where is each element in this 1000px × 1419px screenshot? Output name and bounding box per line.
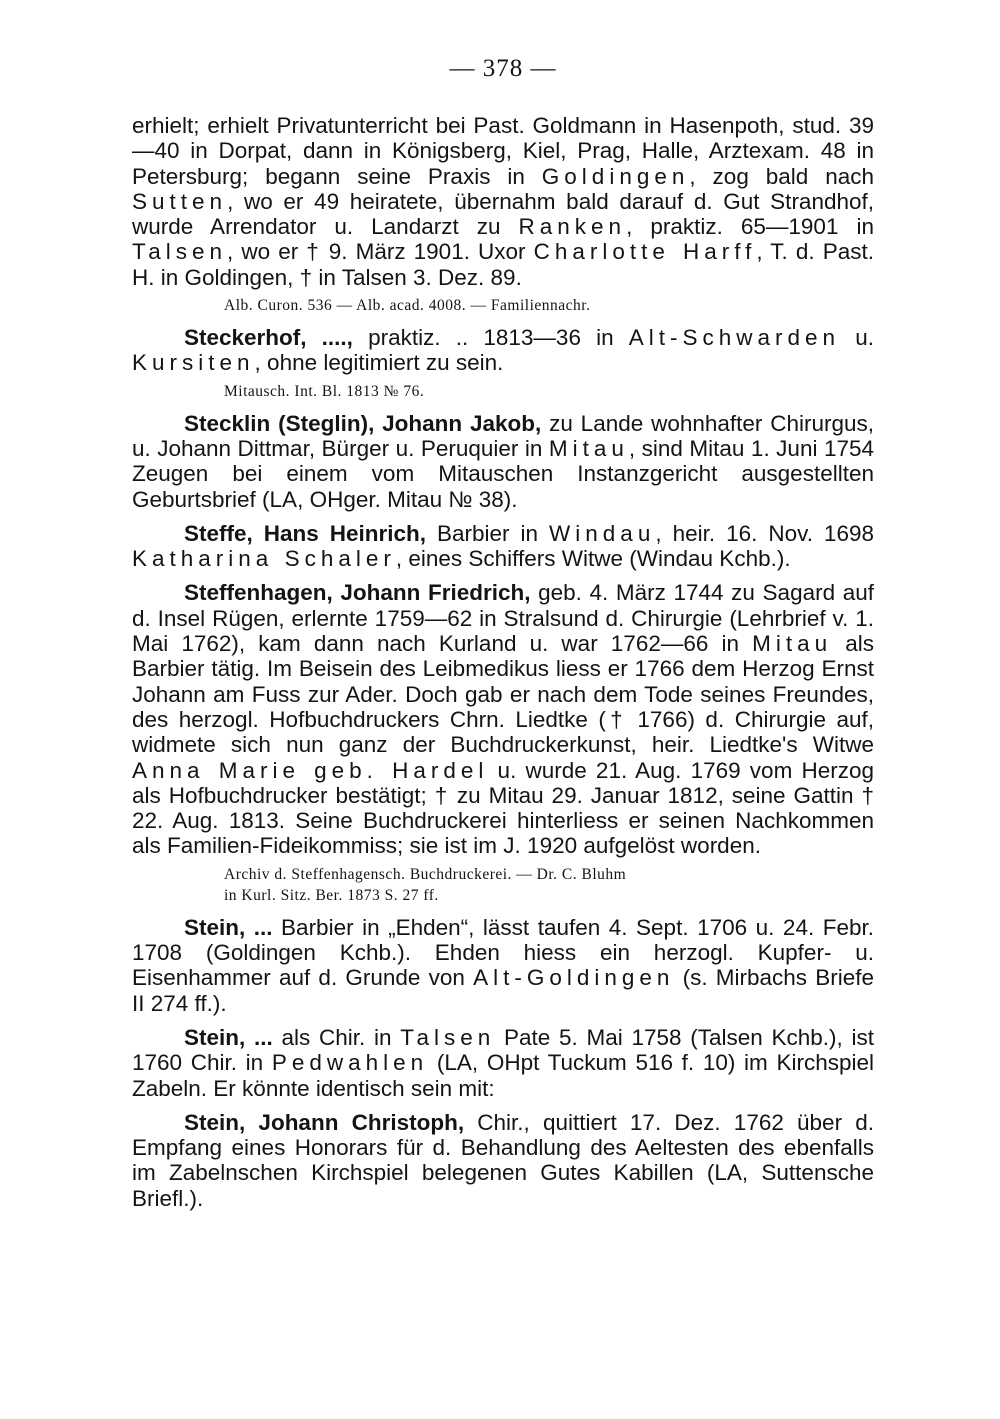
source-line: Archiv d. Steffenhagensch. Buchdruckerei. — Dr. C. Bluhm	[224, 865, 627, 883]
entry-name: Steffenhagen, Johann Friedrich,	[184, 580, 531, 606]
entry-name: Steckerhof, ....,	[184, 325, 353, 351]
entry-continuation	[132, 113, 874, 290]
entry-text: (s. Mirbachs Briefe II 274 ff.).	[132, 965, 874, 1016]
entry-text: , eines Schiffers Witwe (Windau Kchb.).	[395, 546, 791, 572]
spaced-place-name: Mitau	[548, 435, 629, 461]
document-page	[132, 55, 874, 1211]
entry-stecklin	[132, 411, 874, 512]
entry-name: Stein, Johann Christoph,	[184, 1109, 465, 1135]
spaced-place-name: Goldingen	[541, 163, 690, 189]
entry-steffe	[132, 521, 874, 572]
entry-text: als Barbier tätig. Im Beisein des Leibmedikus liess er 1766 dem Herzog Ernst Johann am Fuss zur Ader. Doch gab er nach dem Tode seines Freundes, des herzogl. Hofbuchdruckers Chrn. Liedtke († 1766) d. Chirurgie auf, widmete sich nun ganz der Buchdruckerkunst, heir. Liedtke's Witwe	[132, 631, 874, 758]
entry-steffenhagen	[132, 580, 874, 858]
entry-text: (LA, OHpt Tuckum 516 f. 10) im Kirchspiel Zabeln. Er könnte identisch sein mit:	[132, 1050, 874, 1101]
source-citation: Mitausch. Int. Bl. 1813 № 76.	[224, 382, 425, 400]
entry-text: geb. 4. März 1744 zu Sagard auf d. Insel Rügen, erlernte 1759—62 in Stralsund d. Chirurgie (Lehrbrief v. 1. Mai 1762), kam dann nach Kurland u. war 1762—66 in	[132, 580, 874, 657]
spaced-person-name: Charlotte Harff	[533, 239, 757, 265]
entry-text: Barbier in	[426, 520, 550, 546]
entry-text: praktiz. .. 1813—36 in	[352, 325, 629, 351]
page-number: — 378 —	[449, 55, 557, 82]
entry-text: u.	[840, 325, 874, 351]
spaced-person-name: Anna Marie geb. Hardel	[132, 757, 489, 783]
spaced-place-name: Talsen	[400, 1024, 496, 1050]
spaced-place-name: Ranken	[518, 214, 627, 240]
entry-text: , wo er † 9. März 1901. Uxor	[227, 239, 534, 265]
entry-stein-2	[132, 1025, 874, 1101]
spaced-place-name: Talsen	[132, 239, 228, 265]
entry-name: Stecklin (Steglin), Johann Jakob,	[184, 410, 542, 436]
spaced-place-name: Mitau	[752, 631, 833, 657]
source-line: in Kurl. Sitz. Ber. 1873 S. 27 ff.	[224, 886, 439, 904]
entry-steckerhof	[132, 325, 874, 376]
spaced-place-name: Alt-Goldingen	[473, 965, 675, 991]
spaced-place-name: Kursiten	[132, 350, 255, 376]
spaced-place-name: Pedwahlen	[271, 1050, 429, 1076]
entry-name: Steffe, Hans Heinrich,	[184, 520, 427, 546]
entry-text: als Chir. in	[272, 1024, 401, 1050]
entry-stein-johann-christoph	[132, 1110, 874, 1211]
source-citation	[224, 864, 874, 906]
spaced-place-name: Windau	[549, 520, 656, 546]
entry-name: Stein, ...	[184, 1024, 273, 1050]
spaced-place-name: Sutten	[132, 188, 228, 214]
entry-text: , heir. 16. Nov. 1698	[655, 520, 874, 546]
entry-text: u. wurde 21. Aug. 1769 vom Herzog als Hofbuchdrucker bestätigt; † zu Mitau 29. Januar 1812, seine Gattin † 22. Aug. 1813. Seine Buchdruckerei hinterliess er seinen Nachkommen als Familien-Fideikommiss; sie ist im J. 1920 aufgelöst worden.	[132, 757, 875, 859]
entry-text: , praktiz. 65—1901 in	[626, 214, 874, 240]
entry-text: Chir., quittiert 17. Dez. 1762 über d. Empfang eines Honorars für d. Behandlung des Aeltesten des ebenfalls im Zabelnschen Kirchspiel belegenen Gutes Kabillen (LA, Suttensche Briefl.).	[132, 1109, 875, 1211]
spaced-place-name: Alt-Schwarden	[628, 325, 841, 351]
entry-text: Barbier in „Ehden“, lässt taufen 4. Sept. 1706 u. 24. Febr. 1708 (Goldingen Kchb.). Ehden hiess ein herzogl. Kupfer- u. Eisenhammer auf d. Grunde von	[132, 914, 874, 991]
entry-text: erhielt; erhielt Privatunterricht bei Past. Goldmann in Hasenpoth, stud. 39—40 in Dorpat, dann in Königsberg, Kiel, Prag, Halle, Arztexam. 48 in Petersburg; begann seine Praxis in	[132, 113, 874, 189]
entry-text: , zog bald nach	[689, 163, 874, 189]
source-citation: Alb. Curon. 536 — Alb. acad. 4008. — Familiennachr.	[224, 297, 591, 315]
entry-stein-1	[132, 915, 874, 1016]
entry-text: zu Lande wohnhafter Chirurgus, u. Johann Dittmar, Bürger u. Peruquier in	[132, 410, 875, 461]
entry-text: , ohne legitimiert zu sein.	[254, 350, 504, 376]
entry-text: Pate 5. Mai 1758 (Talsen Kchb.), ist 1760 Chir. in	[132, 1024, 875, 1076]
entry-name: Stein, ...	[184, 914, 273, 940]
entry-text: , sind Mitau 1. Juni 1754 Zeugen bei einem vom Mitauschen Instanzgericht ausgestellten Geburtsbrief (LA, OHger. Mitau № 38).	[132, 435, 875, 512]
entry-text: , wo er 49 heiratete, übernahm bald darauf d. Gut Strandhof, wurde Arrendator u. Landarzt zu	[132, 188, 874, 240]
spaced-person-name: Katharina Schaler	[132, 546, 396, 572]
entry-text: , T. d. Past. H. in Goldingen, † in Talsen 3. Dez. 89.	[132, 239, 875, 290]
